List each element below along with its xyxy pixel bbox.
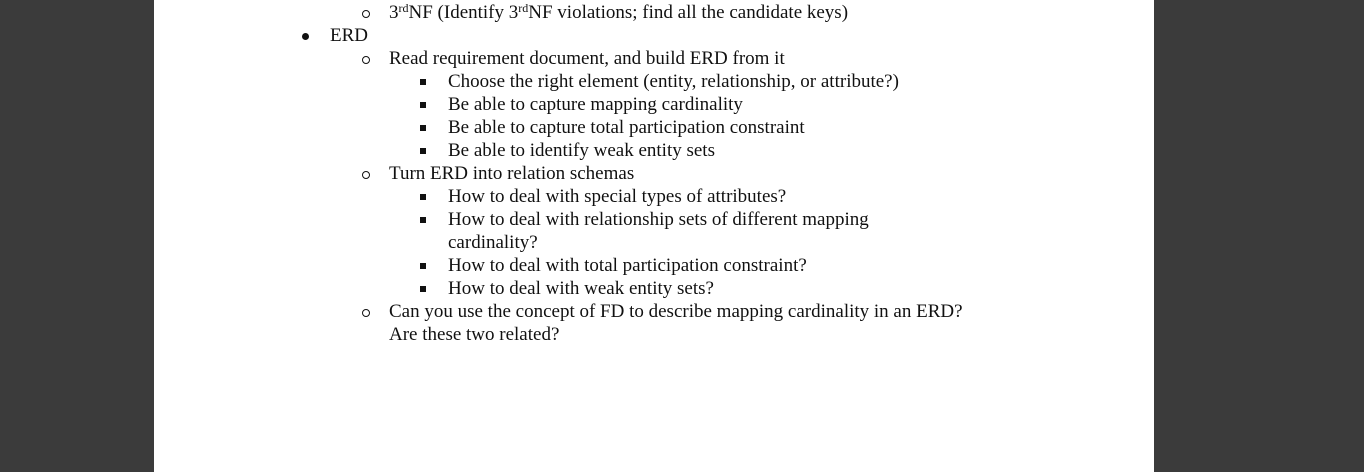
list-item-relationship-sets-line1: How to deal with relationship sets of different mapping — [448, 209, 869, 230]
text-part: NF (Identify 3 — [408, 2, 519, 23]
square-bullet-icon — [420, 286, 426, 292]
list-item-relation-schemas: Turn ERD into relation schemas — [389, 163, 635, 184]
list-item-fd-question-line2: Are these two related? — [389, 324, 560, 345]
list-item-deal-total-participation: How to deal with total participation constraint? — [448, 255, 807, 276]
superscript: rd — [518, 1, 529, 15]
list-item-build-erd: Read requirement document, and build ERD from it — [389, 48, 785, 69]
list-item-weak-entity: Be able to identify weak entity sets — [448, 140, 715, 161]
hollow-circle-bullet-icon — [362, 56, 370, 64]
hollow-circle-bullet-icon — [362, 309, 370, 317]
square-bullet-icon — [420, 102, 426, 108]
list-item-total-participation: Be able to capture total participation constraint — [448, 117, 805, 138]
list-item-special-attributes: How to deal with special types of attributes? — [448, 186, 787, 207]
hollow-circle-bullet-icon — [362, 171, 370, 179]
square-bullet-icon — [420, 79, 426, 85]
list-item-mapping-cardinality: Be able to capture mapping cardinality — [448, 94, 743, 115]
list-item-relationship-sets-line2: cardinality? — [448, 232, 538, 253]
square-bullet-icon — [420, 263, 426, 269]
square-bullet-icon — [420, 125, 426, 131]
list-item-erd: ERD — [330, 25, 368, 46]
square-bullet-icon — [420, 194, 426, 200]
document-page — [154, 0, 1154, 472]
superscript: rd — [398, 1, 409, 15]
list-item-fd-question-line1: Can you use the concept of FD to describe mapping cardinality in an ERD? — [389, 301, 963, 322]
text-part: NF violations; find all the candidate keys) — [528, 2, 849, 23]
text-part: 3 — [389, 2, 399, 23]
list-item-3nf — [389, 1, 848, 24]
list-item-choose-element: Choose the right element (entity, relationship, or attribute?) — [448, 71, 899, 92]
square-bullet-icon — [420, 217, 426, 223]
square-bullet-icon — [420, 148, 426, 154]
list-item-deal-weak-entity: How to deal with weak entity sets? — [448, 278, 714, 299]
filled-disc-bullet-icon — [302, 33, 309, 40]
hollow-circle-bullet-icon — [362, 10, 370, 18]
